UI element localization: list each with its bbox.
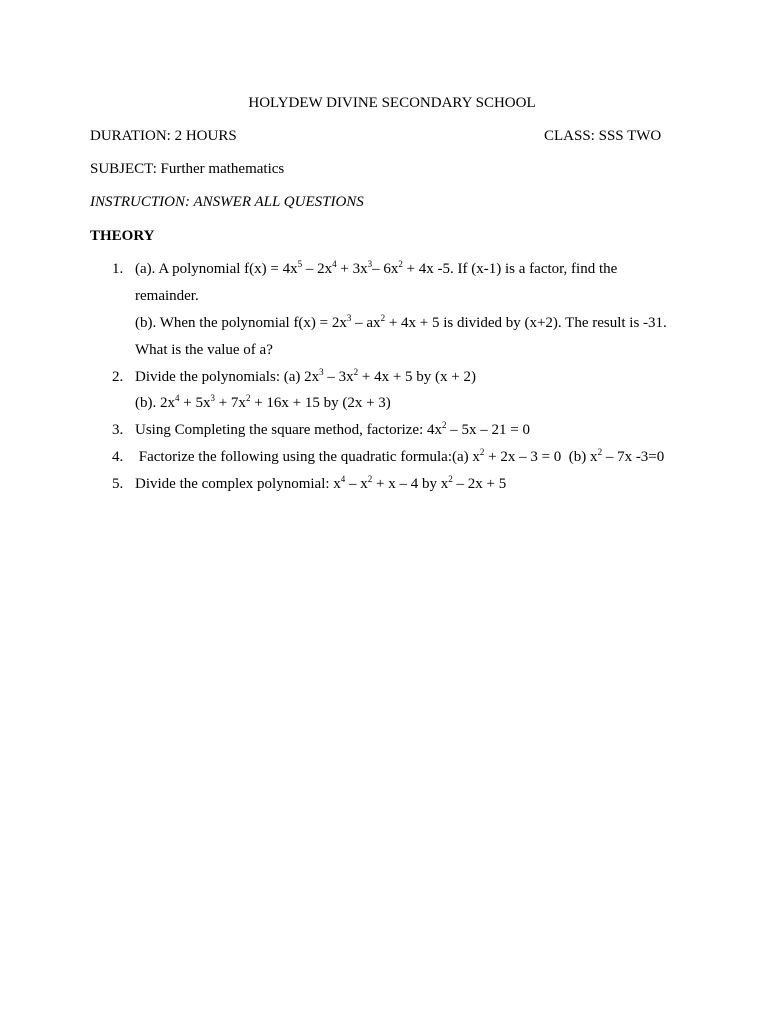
question-number: 5. — [112, 476, 124, 492]
section-title: THEORY — [90, 228, 155, 244]
question-2a-text: Divide the polynomials: (a) $2x^3 - 3x^2 + 4x + 5$ by (x + 2) — [135, 367, 477, 385]
question-4-text: Factorize the following using the quadratic formula:(a) $x^2 + 2x - 3 = 0$ (b) $x^2 - 7x$ -3=0 — [135, 447, 665, 465]
instruction-label: INSTRUCTION: ANSWER ALL QUESTIONS — [90, 194, 364, 210]
question-1a-text: (a). A polynomial $f(x) = 4x^5 - 2x^4 + 3x^3-$ $6x^2 + 4x$ -5. If (x-1) is a factor, find the — [135, 259, 618, 277]
question-1b-text: (b). When the polynomial $f(x) = 2x^3 - ax^2 + 4x + 5$ is divided by (x+2). The result is -31. — [135, 313, 667, 331]
question-2b-text: (b). $2x^4 + 5x^3 + 7x^2 + 16x + 15$ by (2x + 3) — [135, 393, 391, 411]
question-number: 1. — [112, 261, 124, 277]
school-title: HOLYDEW DIVINE SECONDARY SCHOOL — [248, 95, 536, 111]
question-5-text: Divide the complex polynomial: $x^4 - x^2 + x - 4$ by $x^2 - 2x + 5$ — [135, 474, 507, 492]
question-1a-continuation: remainder. — [135, 288, 199, 304]
class-label: CLASS: SSS TWO — [544, 128, 662, 144]
question-number: 4. — [112, 449, 124, 465]
question-number: 2. — [112, 369, 124, 385]
question-1b-continuation: What is the value of a? — [135, 342, 273, 358]
subject-label: SUBJECT: Further mathematics — [90, 161, 285, 177]
duration-label: DURATION: 2 HOURS — [90, 128, 237, 144]
question-3-text: Using Completing the square method, factorize: $4x^2 - 5x - 21 = 0$ — [135, 420, 530, 438]
question-number: 3. — [112, 422, 124, 438]
